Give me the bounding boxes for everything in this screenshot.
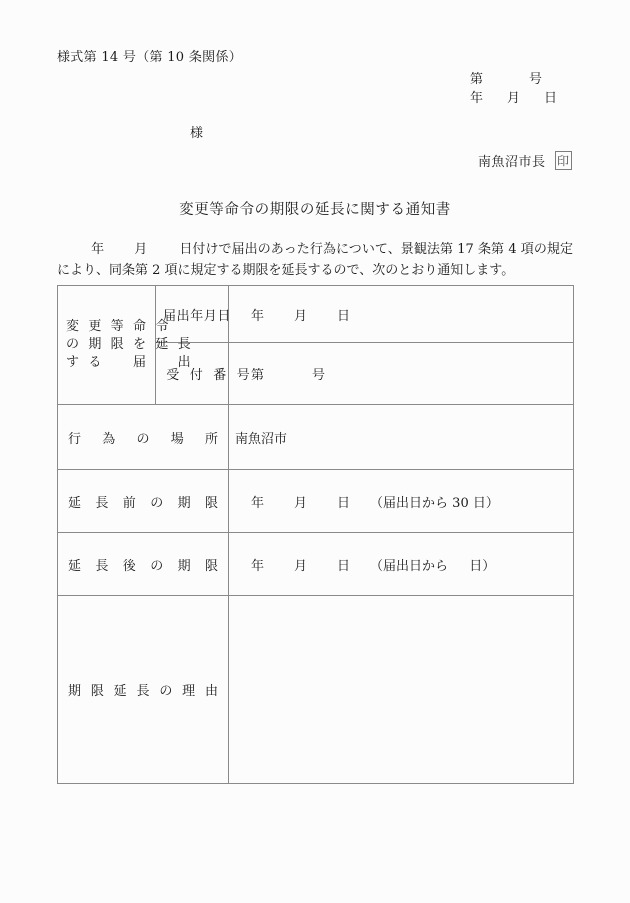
deadline-after-value-cell[interactable] bbox=[229, 533, 574, 596]
document-meta-block bbox=[470, 70, 557, 108]
seal-stamp-box: 印 bbox=[555, 151, 572, 170]
submission-date-label: 届出年月日 bbox=[163, 308, 232, 324]
extension-reason-label-cell bbox=[58, 596, 229, 784]
submission-date-month: 月 bbox=[294, 308, 308, 324]
body-paragraph bbox=[57, 240, 573, 281]
deadline-after-day: 日 bbox=[337, 558, 351, 574]
document-number-line bbox=[470, 70, 557, 89]
extension-reason-label: 期 限 延 長 の 理 由 bbox=[68, 684, 218, 699]
deadline-before-year: 年 bbox=[251, 495, 265, 511]
deadline-before-value-cell[interactable] bbox=[229, 470, 574, 533]
deadline-after-label: 延 長 後 の 期 限 bbox=[68, 558, 218, 574]
act-location-value-cell[interactable] bbox=[229, 405, 574, 470]
document-date-line bbox=[470, 89, 557, 108]
document-number-prefix: 第 bbox=[470, 72, 484, 87]
deadline-before-day: 日 bbox=[337, 495, 351, 511]
deadline-after-value bbox=[229, 549, 573, 580]
notification-group-label bbox=[58, 314, 194, 376]
receipt-number-value-cell[interactable] bbox=[229, 343, 574, 405]
table-row bbox=[58, 533, 574, 596]
deadline-before-label-cell bbox=[58, 470, 229, 533]
form-number: 様式第 14 号（第 10 条関係） bbox=[57, 50, 243, 65]
notification-group-label-line1: 変 更 等 命 令 bbox=[66, 319, 171, 334]
notification-group-label-line2: の 期 限 を 延 長 bbox=[66, 337, 194, 352]
body-text-line-1: 日付けで届出のあった行為について、景観法第 17 条第 4 項の規定により、同 bbox=[57, 242, 573, 278]
receipt-number-value bbox=[229, 358, 573, 389]
body-date-year: 年 bbox=[91, 242, 105, 257]
document-number-suffix: 号 bbox=[529, 72, 543, 87]
receipt-number-prefix: 第 bbox=[251, 368, 265, 383]
submission-date-value-cell[interactable] bbox=[229, 286, 574, 343]
receipt-number-suffix: 号 bbox=[312, 368, 326, 383]
notification-group-label-cell bbox=[58, 286, 194, 405]
receipt-number-label: 受 付 番 号 bbox=[166, 368, 253, 383]
deadline-after-label-cell bbox=[58, 533, 229, 596]
act-location-label: 行 為 の 場 所 bbox=[68, 431, 218, 447]
body-date-month: 月 bbox=[134, 242, 148, 257]
document-date-month: 月 bbox=[507, 91, 521, 106]
table-row bbox=[58, 405, 574, 470]
notification-form-table bbox=[57, 285, 574, 784]
deadline-before-note: （届出日から 30 日） bbox=[370, 495, 499, 511]
extension-reason-value bbox=[229, 684, 573, 696]
deadline-after-month: 月 bbox=[294, 558, 308, 574]
body-text-line-2: 条第 2 項に規定する期限を延長するので、次のとおり通知します。 bbox=[122, 262, 515, 278]
deadline-after-year: 年 bbox=[251, 558, 265, 574]
submission-date-year: 年 bbox=[251, 308, 265, 324]
notification-group-label-line3: す る 届 出 bbox=[66, 355, 194, 370]
document-date-year: 年 bbox=[470, 91, 484, 106]
deadline-before-month: 月 bbox=[294, 495, 308, 511]
deadline-after-note: （届出日から 日） bbox=[370, 558, 496, 574]
deadline-before-label: 延 長 前 の 期 限 bbox=[68, 495, 218, 511]
document-title: 変更等命令の期限の延長に関する通知書 bbox=[179, 202, 451, 218]
table-row bbox=[58, 286, 574, 343]
issuer-block bbox=[478, 151, 572, 170]
act-location-value: 南魚沼市 bbox=[235, 431, 288, 447]
deadline-before-value bbox=[229, 486, 573, 517]
addressee-suffix: 様 bbox=[190, 126, 204, 141]
issuer-name: 南魚沼市長 bbox=[478, 155, 546, 170]
submission-date-day: 日 bbox=[337, 308, 351, 324]
document-date-day: 日 bbox=[544, 91, 558, 106]
table-row bbox=[58, 470, 574, 533]
submission-date-value bbox=[229, 299, 573, 330]
table-row bbox=[58, 596, 574, 784]
act-location-label-cell bbox=[58, 405, 229, 470]
extension-reason-value-cell[interactable] bbox=[229, 596, 574, 784]
